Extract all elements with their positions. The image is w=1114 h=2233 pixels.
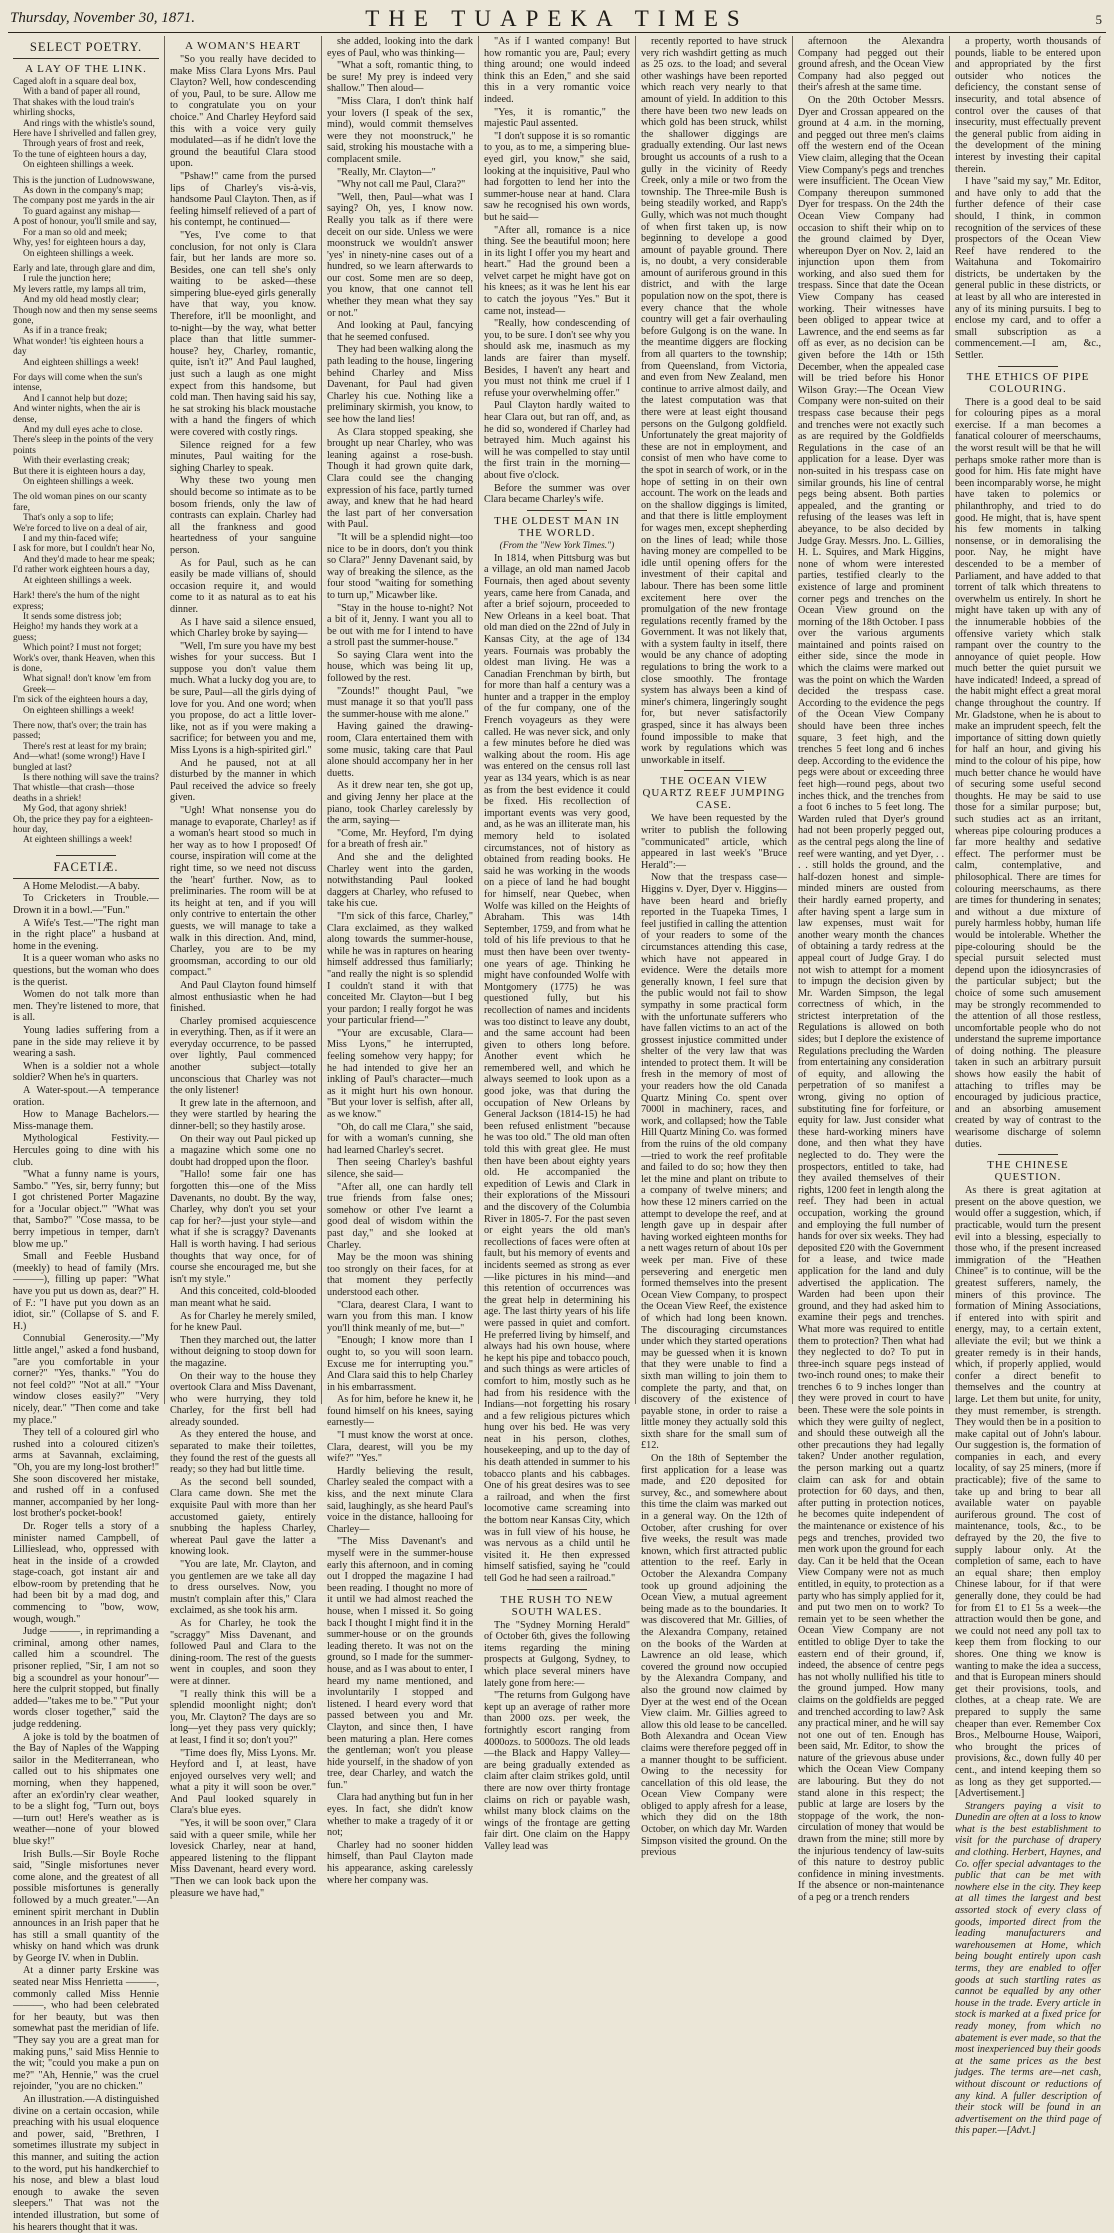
column-6 [792,36,949,1903]
paragraph: "What a funny name is yours, Sambo." "Yes, sir, berry funny; but I got christened Porter Magazine for a 'Jocular object.'" "What was that, Sambo?" "Cose massa, to be berry impetious in temper, darn't blow me up." [13,1169,159,1250]
poem-line: As if in a trance freak; [23,326,108,337]
poem-line: The company post me yards in the air [13,196,155,207]
paragraph: A Water-spout.—A temperance oration. [13,1084,159,1108]
paragraph: "Miss Clara, I don't think half your lovers (I speak of the sex, mind), would commit themselves were they not moonstruck," he said, stroking his moustache with a complacent smile. [327,95,473,165]
column-5 [635,36,792,1859]
issue-date: Thursday, November 30, 1871. [10,10,195,26]
paragraph: How to Manage Bachelors.—Miss-manage them. [13,1109,159,1132]
nsw-rush-title: THE RUSH TO NEW SOUTH WALES. [500,1593,614,1618]
section-heading: SELECT POETRY. [13,40,159,59]
story-title: A WOMAN'S HEART [185,40,301,52]
paragraph: "Time does fly, Miss Lyons. Mr. Heyford and I, at least, have enjoyed ourselves very well; and what a pity it will soon be over." And Paul looked squarely in Clara's blue eyes. [170,1747,316,1817]
paragraph: "Really, how condescending of you, to be sure. I don't see why you should ask me, inasmuch as my lands are fairer than myself. Besides, I haven't any heart and you must not think me cruel if I refuse your overwhelming offer." [484,318,630,399]
paragraph: "Really, Mr. Clayton—" [337,166,436,178]
poem-line: Though now and then my sense seems gone, [13,305,158,326]
paragraph: "Pshaw!" came from the pursed lips of Charley's vis-à-vis, handsome Paul Clayton. Then, as if feeling himself relieved of a part of his contempt, he continued— [170,170,316,229]
poem-line: And eighteen shillings a week! [23,357,140,368]
paragraph: In 1814, when Pittsburg was but a village, an old man named Jacob Fournais, then aged about seventy years, came here from Canada, and after a brief sojourn, proceeded to New Orleans in a keel boat. That old man died on the 22nd of July in Kansas City, at the age of 134 years. Fournais was probably the oldest man living. He was a Canadian Frenchman by birth, but for more than half a century was a hunter and a trapper in the employ of the fur company, one of the French voyageurs as they were called. He was never sick, and only a few minutes before he died was walking about the room. His age was entered on the census roll last year as 134 years, which is as near as from the best evidence it could be fixed. His recollection of important events was very good, and, as he was an illiterate man, his memory held to isolated circumstances, not of history as obtained from reading books. He said he was working in the woods on a piece of land he had bought for himself, near Quebec, when Wolfe was killed on the Heights of Abraham. This was 14th September, 1759, and from what he told of his life previous to that he must then have been over twenty-one years of age. Thinking he might have confounded Wolfe with Montgomery (1775) he was questioned fully, but his recollection of names and incidents was too distinct to leave any doubt, and the same account had been given to others long before. Another event which he remembered well, and which he always seemed to look upon as a good joke, was that during the occupation of New Orleans by General Jackson (1814-15) he had been refused enlistment "because he was too old." The old man often told this with great glee. He must then have been about eighty years old. He accompanied the expedition of Lewis and Clark in their explorations of the Missouri and the discovery of the Columbia River in 1805-7. For the past seven or eight years the old man's recollections of faces were often at fault, but his memory of events and incidents seemed as strong as ever—like pictures in his mind—and this retention of occurrences was the great help in determining his age. The last thirty years of his life were passed in quiet and comfort. He preferred living by himself, and always had his own house, where he kept his pipe and tobacco pouch, and such things as were articles of comfort to him, mostly such as he had from his residence with the Indians—not forgetting his rosary and a few religious pictures which hung over his bed. He was very neat in his person, clothes, housekeeping, and up to the day of his death attended in summer to his tobacco plants and his cabbages. One of his great desires was to see a railroad, and when the first locomotive came screaming into the bottom near Kansas City, which was in full view of his house, he was nervous as a child until he visited it. He then expressed himself satisfied, saying he "could tell God he had seen a railroad." [484,552,630,1584]
paragraph: "Oh, do call me Clara," she said, for with a woman's cunning, she had learned Charley's secret. [327,1121,473,1156]
paragraph: And Paul Clayton found himself almost enthusiastic when he had finished. [170,979,316,1015]
paragraph: "Yes, it is romantic," the majestic Paul assented. [484,106,630,130]
gulgong-continued [641,36,787,766]
paragraph: As they entered the house, and separated to make their toilettes, they found the rest of the guests all ready; so they had but little time. [170,1429,316,1476]
paragraph: As for Charley, he took the "scraggy" Miss Davenant, and followed Paul and Clara to the dining-room. The rest of the guests went in couples, and soon they were at dinner. [170,1617,316,1687]
pipe-colouring-title: THE ETHICS OF PIPE COLOURING. [966,370,1090,395]
paragraph: "After all, one can hardly tell true friends from false ones; somehow or other I've learnt a good deal of wisdom within the past day," and she looked at Charley. [327,1181,473,1251]
paragraph: "Stay in the house to-night? Not a bit of it, Jenny. I want you all to be out with me for I intend to have a stroll past the summer-house." [327,602,473,649]
oldest-man-source: (From the "New York Times.") [499,540,615,551]
poem-line: On eighteen shillings a week. [23,477,134,488]
paragraph: Having gained the drawing-room, Clara entertained them with some music, taking care that Paul alone should accompany her in her duetts. [327,721,473,779]
paragraph: On the 20th October Messrs. Dyer and Crossan appeared on the ground at 4 a.m. in the morning, and pegged out three men's claims off the western end of the Ocean View claim, alleging that the Ocean View Company's pegs and trenches were insufficient. The Ocean View Company thereupon summoned Dyer for trespass. On the 24th the Ocean View Company had occasion to shift their whip on to the ground claimed by Dyer, whereupon Dyer on Nov. 2, laid an injunction upon them from working, and also sued them for trespass. Since that date the Ocean View Company has ceased working. Their witnesses have been obliged to appear twice at Lawrence, and the end seems as far off as ever, as no decision can be given before the 14th or 15th December, when the appealed case will be tried before his Honor Wilson Gray:—The Ocean View Company were non-suited on their trespass case because their pegs and trenches were not exactly such as are required by the Goldfields Regulations in the case of an application for a lease. Dyer was non-suited in his trespass case on similar grounds, his line of central pegs being absent. Both parties appealed, and the granting or refusing of the leases was left in abeyance, to be also decided by Judge Gray. Messrs. Jno. L. Gillies, H. L. Squires, and Mark Higgins, none of whom were interested parties, testified clearly to the existence of large and prominent corner pegs and trenches on the Ocean View ground on the morning of the 18th October. I pass over the various arguments maintained and points raised on either side, since the mode in which the claims were marked out was the point on which the Warden decided the trespass case. According to the evidence the pegs of the Ocean View Company should have been three inches square, 3 feet high, and the trenches 5 feet long and 6 inches deep. According to the evidence the pegs were about or exceeding three feet high—round pegs, about two inches thick, and the trenches from a foot 6 inches to 5 feet long. The Warden ruled that Dyer's ground had not been properly pegged out, as the central pegs along the line of reef were wanting, and yet Dyer, . . . . still holds the ground, and the half-dozen honest and simple-minded miners are ousted from their hardly earned property, and after having spent a large sum in law expenses, must wait for another weary month the chances of obtaining a tardy redress at the appeal court of Judge Gray. I do not wish to attempt for a moment to impugn the decision given by Mr. Warden Simpson, the legal correctness of which, in the strictest interpretation of the Regulations is allowed on both sides; but I deplore the existence of Regulations precluding the Warden from entertaining any consideration of equity, and allowing the perpetration of so manifest a wrong, giving no option of substituting fine for forfeiture, or equity for law. Just consider what these hard-working miners have done, and then what they have neglected to do. They were the prospectors, entitled to take, had they availed themselves of their rights, 1200 feet in length along the reef. They had been in actual occupation, working the ground and employing the full number of hands for over six weeks. They had deposited £20 with the Government for a lease, and twice made application for the land and duly advertised the application. The Warden had been upon their ground, and they had asked him to examine their pegs and trenches. What more was required to entitle them to protection? Then what had they neglected to do? To put in three-inch square pegs instead of two-inch round ones; to make their trenches 6 to 9 inches longer than they were proved in court to have been. These were the sole points in which they were guilty of neglect, and should these outweigh all the other precautions they had legally taken? Under another regulation, the person marking out a quartz claim can ask for and obtain protection for 60 days, and then, after putting in protection notices, he becomes quite independent of the maintenance or existence of his pegs and trenches, provided two men work upon the ground for each day. Can it be held that the Ocean View Company were not as much entitled, in equity, to protection as a party who has simply applied for it, and put two men on to work? To remain yet to be seen whether the Ocean View Company are not entitled to oblige Dyer to take the eastern end of their ground, if, indeed, the absence of centre pegs has not wholly nullified his title to the ground jumped. How many claims on the goldfields are pegged and trenched according to law? Ask any practical miner, and he will say not one out of ten. Enough has been said, Mr. Editor, to show the nature of the grievous abuse under which the Ocean View Company are labouring. But they do not stand alone in this respect; the public at large are losers by the stoppage of the work, the non-circulation of money that would be drawn from the mine; still more by the injurious tendency of law-suits of this nature to destroy public confidence in mining investments. If the absence or non-maintenance of a peg or a trench renders [798,94,944,1903]
paragraph: May be the moon was shining too strongly on their faces, for at that moment they perfectly understood each other. [327,1252,473,1298]
nsw-rush-body [484,1620,630,1853]
poem-line: For a man so old and meek; [23,227,128,238]
paragraph: As for him, before he knew it, he found himself on his knees, saying earnestly— [327,1394,473,1429]
paragraph: As the second bell sounded, Clara came down. She met the exquisite Paul with more than her accustomed gaiety, entirely snubbing the hapless Charley, whereat Paul gave the latter a knowing look. [170,1476,316,1558]
paragraph: On their way out Paul picked up a magazine which some one no doubt had dropped upon the floor. [170,1133,316,1168]
paragraph: "I'm sick of this farce, Charley," Clara exclaimed, as they walked along towards the summer-house, while he was in raptures on hearing himself addressed thus familiarly; "and really the night is so splendid I couldn't stand it with that conceited Mr. Clayton—but I beg your pardon; I really forgot he was your particular friend—" [327,910,473,1027]
poem-line: Heigho! my hands they work at a guess; [13,622,138,643]
paragraph: The "Sydney Morning Herald" of October 6th, gives the following items regarding the mining prospects at Gulgong, Sydney, to which place several miners have lately gone from here:— [484,1619,630,1689]
paragraph: "Hallo! some fair one has forgotten this—one of the Miss Davenants, no doubt. By the way, Charley, why don't you set your cap for her?—just your style—and what if she is scraggy? Davenants Hall is worth having. I had serious thoughts that way once, for of course she encouraged me, but she isn't my style." [170,1169,316,1285]
poem-line: With a band of paper all round, [23,87,141,98]
paragraph: "Zounds!" thought Paul, "we must manage it so that you'll pass the summer-house with me alone." [327,685,473,720]
oldest-man-body [484,553,630,1585]
poem-line: Why, yes! for eighteen hours a day, [13,238,146,249]
poem-line: It sends some distress job; [23,611,122,622]
facetiae-heading: FACETIÆ. [13,860,159,879]
paragraph: "Come, Mr. Heyford, I'm dying for a breath of fresh air." [327,827,473,851]
poem-line: For days will come when the sun's intense, [13,372,143,394]
poem-line: I rule the junction here; [23,274,111,285]
divider [684,770,744,771]
chinese-question-title: THE CHINESE QUESTION. [987,1159,1069,1184]
poem-line: On eighteen shillings a week! [23,705,135,716]
poem-line: I'd rather work eighteen hours a day, [13,565,150,576]
poem-line: At eighteen shillings a week! [23,835,133,846]
divider [56,855,116,856]
poem-line: I'm sick of the eighteen hours a day, [13,695,148,706]
divider [527,510,587,511]
poem-line: At eighteen shillings a week. [23,575,132,586]
paragraph: "Well, then, Paul—what was I saying? Oh, yes, I know now. Really you talk as if there were deceit on our side. Unless we were moonstruck we wouldn't answer 'yes' in ninety-nine cases out of a hundred, so we learn afterwards to our cost. Some men are so deep, you know, that one cannot tell whether they mean what they say or not." [327,191,473,319]
story-ending [484,36,630,506]
paragraph: An illustration.—A distinguished divine on a certain occasion, while preaching with his usual eloquence and power, said, "Brethren, I sometimes illustrate my subject in this manner, and suiting the action to the word, put his handkerchief to his nose, and blew a blast loud enough to awake the seven sleepers." That was not the intended illustration, but some of his hearers thought that it was. [13,2094,159,2233]
column-1 [8,36,164,2233]
paragraph: A joke is told by the boatmen of the Bay of Naples of the Wapping sailor in the Mediterranean, who called out to his shipmates one morning, when they happened, after an ex'ordin'ry clear weather, to be a slight fog, "Turn out, boys—turn out! Here's weather as is weather—none of your blowed blue sky!" [13,1731,159,1847]
paragraph: "Yes, I've come to that conclusion, for not only is Clara fair, but her lands are more so. Besides, one can tell she's only waiting to be asked—these simpering blue-eyed girls generally have that way, you know. Therefore, it'll be moonlight, and to-night—by the way, what better place than that little summer-house? hey, Charley, romantic, quite, isn't it?" And Paul laughed, just such a laugh as one might expect from this handsome, but cold man. Then having said his say, he sat stroking his black moustache with a hand the fingers of which were covered with costly rings. [170,229,316,438]
poem-line: My God, that agony shriek! [23,804,127,815]
ocean-view-ending [955,36,1101,362]
paragraph: Then they marched out, the latter without deigning to stoop down for the magazine. [170,1334,316,1369]
paragraph: As for Charley he merely smiled, for he knew Paul. [170,1310,316,1334]
poem-line: And my dull eyes ache to close. [23,425,143,435]
paragraph: "Yes, it will be soon over," Clara said with a queer smile, while her lovesick Charley, near at hand, appeared listening to the flippant Miss Davenant, heard every word. "Then we can look back upon the pleasure we have had," [170,1818,316,1899]
ocean-view-continued [798,36,944,1904]
paragraph: Then seeing Charley's bashful silence, she said— [327,1157,473,1180]
poem-line: And I cannot help but doze; [23,393,128,404]
paragraph: "Well, I'm sure you have my best wishes for your success. But I suppose you don't value them much. What a lucky dog you are, to be sure, Paul—all the girls dying of love for you. And one word; when you propose, do act a little lover-like, not as if you were making a sacrifice; for between you and me, Miss Lyons is a high-spirited girl." [170,640,316,757]
paragraph: a property, worth thousands of pounds, liable to be entered upon and appropriated by the first outsider who notices the deficiency, the constant sense of insecurity, and total absence of control over the causes of that insecurity, must effectually prevent the general public from aiding in the development of the mining interest by investing their capital therein. [955,36,1101,175]
paragraph: "The Miss Davenant's and myself were in the summer-house early this afternoon, and in coming out I dropped the magazine I had been reading. I thought no more of it until we had almost reached the house, when I missed it. So going back I thought I might find it in the summer-house or on the grounds leading thereto. It was not on the ground, so I made for the summer-house, and as I was about to enter, I heard my name mentioned, and involuntarily I stopped and listened. I heard every word that passed between you and Mr. Clayton, and since then, I have been maturing a plan. Here comes the gentleman; won't you please hide yourself, in the shadow of yon tree, dear Charley, and watch the fun." [327,1536,473,1791]
poem-line: What wonder! 'tis eighteen hours a day [13,336,144,358]
paragraph: So saying Clara went into the house, which was being lit up, followed by the rest. [327,649,473,685]
paragraph: And she and the delighted Charley went into the garden, notwithstanding Paul looked daggers at Charley, who refused to take his cue. [327,851,473,910]
story-continued [327,36,473,1886]
paragraph: I have "said my say," Mr. Editor, and have only to add that the further defence of their case should, I think, in common recognition of the services of these prospectors of the Ocean View Reef have rendered to the Waitahuna and Tokomairiro districts, be undertaken by the general public in these districts, or at least by all who are interested in any of its mining pursuits. I beg to enclose my card, and to offer a small subscription as a commencement.—I am, &c., Settler. [955,176,1101,362]
paragraph: Connubial Generosity.—"My little angel," asked a fond husband, "are you comfortable in your corner?" "Yes, thanks." "You do not feel cold?" "Not at all." "Your window closes easily?" "Very nicely, dear." "Then come and take my place." [13,1333,159,1426]
paragraph: Before the summer was over Clara became Charley's wife. [484,482,630,506]
poem-line: We're forced to live on a deal of air, [13,523,148,534]
poem-line: There's rest at least for my brain; [23,741,147,752]
poem-line: I ask for more, but I couldn't hear No, [13,544,155,555]
paragraph: Women do not talk more than men. They're listened to more, that is all. [13,989,159,1024]
paragraph: At a dinner party Erskine was seated near Miss Henrietta ———, commonly called Miss Hennie ———, who had been celebrated for her beauty, but was then somewhat past the meridian of life. "They say you are a great man for making puns," said Miss Hennie to the wit; "could you make a pun on me?" "Ah, Hennie," was the cruel rejoinder, "you are no chicken." [13,1965,159,2093]
poem-line: There now, that's over; the train has passed; [13,720,147,742]
paragraph: Irish Bulls.—Sir Boyle Roche said, "Single misfortunes never come alone, and the greatest of all possible misfortunes is generally followed by a much greater."—An eminent spirit merchant in Dublin announces in an Irish paper that he has still a small quantity of the whisky on hand which was drunk by George IV. when in Dublin. [13,1848,159,1964]
poem-line: That whistle—that crash—those deaths in a shriek! [13,783,135,804]
paragraph: Paul Clayton hardly waited to hear Clara out, but ran off, and, as he did so, wondered if Charley had betrayed him. Much against his will he was compelled to stay until the first train in the morning—about five o'clock. [484,400,630,481]
paragraph: "I don't suppose it is so romantic to you, as to me, a simpering blue-eyed girl, you know," she said, looking at the inquisitive, Paul who had forgotten to lend her into the summer-house near at hand. Clara saw he recognised his own words, but he said— [484,130,630,223]
poem-line: I and my thin-faced wife; [23,534,119,545]
poem-title: A LAY OF THE LINK. [25,63,147,75]
paragraph: Why these two young men should become so intimate as to be bosom friends, only the law of contrasts can explain. Charley had all the frankness and good heartedness of your sanguine person. [170,475,316,556]
paragraph: "It will be a splendid night—too nice to be in doors, don't you think so Clara?" Jenny Davenant said, by way of breaking the silence, as the four stood "waiting for something to turn up," Micawber like. [327,531,473,601]
oldest-man-title: THE OLDEST MAN IN THE WORLD. [494,514,620,539]
poem-line: A post of honour, you'll smile and say, [13,217,157,228]
paragraph: Charley promised acquiescence in everything. Then, as if it were an everyday occurrence, to be passed over lightly, Paul commenced another subject—totally unconscious that Charley was not the only listener! [170,1015,316,1097]
poem-line: Caged aloft in a square deal box, [13,77,137,87]
poem-line: Hark! there's the hum of the night express; [13,591,140,612]
paragraph: Hardly believing the result, Charley sealed the compact with a kiss, and the next minute Clara said, laughingly, as she heard Paul's voice in the distance, hallooing for Charley— [327,1465,473,1535]
facetiae-body [13,881,159,2233]
column-2 [164,36,321,1899]
poem-line: And—what! (some wrong!) Have I bungled at last? [13,752,146,773]
poem-line: That shakes with the loud train's whirling shocks, [13,97,135,119]
poem-line: There's sleep in the points of the very points [13,435,154,456]
paragraph: As there is great agitation at present on the above question, we would offer a suggestion, which, if practicable, would turn the present evil into a blessing, especially to those who, if the present increased immigration of the "Heathen Chinee" is to continue, will be the greatest sufferers, namely, the miners of this province. The formation of Mining Associations, if entered into with spirit and energy, may, to a certain extent, alleviate the evil; but we think a greater remedy is in their hands, which, if properly applied, would confer a direct benefit to themselves and the country at large. Let them but unite, for unity, they must remember, is strength. They would then be in a position to make capital out of John's labour. Our suggestion is, the formation of companies in each, and every locality, of say 25 miners, (more if practicable); five of the same to take up and bring to bear all available water on payable auriferous ground. The cost of maintenance, tools, &c., to be defrayed by the 20, the five to supply labour only. At the completion of same, each to have an equal share; then employ Chinese labour, for if that were generally done, they could be had for from £1 to £1 5s a week—the attraction would then be gone, and we could not need any poll tax to keep them from flocking to our shores. One thing we know is wanting to make the idea a success, and that is European miners should get their provisions, tools, and clothes, at a cheap rate. We are prepared to supply the same cheaper than ever. Remember Cox Bros., Melbourne House, Waipori, who brought the prices of provisions, &c., down fully 40 per cent., and intend keeping them so as long as they get supported.—[Advertisement.] [955,1185,1101,1800]
paragraph: And this conceited, cold-blooded man meant what he said. [170,1286,316,1309]
paragraph: And he paused, not at all disturbed by the manner in which Paul received the advice so freely given. [170,757,316,804]
poem-body [13,77,159,851]
column-7 [949,36,1106,2137]
paragraph: "Why not call me Paul, Clara?" [337,179,466,191]
paragraph: "Your are excusable, Clara—Miss Lyons," he interrupted, feeling somehow very happy; for he had intended to give her an inkling of Paul's character—much as it might hurt his own honour. "But your lover is selfish, after all, as we know." [327,1027,473,1121]
newspaper-title: THE TUAPEKA TIMES [365,6,749,31]
paragraph: Strangers paying a visit to Dunedin are often at a loss to know what is the best establishment to visit for the purchase of drapery and clothing. Herbert, Haynes, and Co. offer special advantages to the public that can be met with nowhere else in the city. They keep at all times the largest and best assorted stock of every class of goods, imported direct from the leading manufacturers and warehousemen at Home, which being bought entirely upon cash terms, they are enabled to offer goods at such startling rates as cannot be equalled by any other house in the trade. Every article in stock is marked at a fixed price for ready money, from which no abatement is ever made, so that the most inexperienced buy their goods at the same prices as the best judges. The terms are—net cash, without discount or reductions of any kind. A fuller description of their stock will be found in an advertisement on the third page of this paper.—[Advt.] [955,1800,1101,2137]
poem-line: Early and late, through glare and dim, [13,263,156,274]
paragraph: As for Paul, such as he can easily be made villians of, should occasion require it, and would come to it as natural as to eat his dinner. [170,557,316,615]
paragraph: recently reported to have struck very rich washdirt getting as much as 25 ozs. to the load; and several other washings have been reported which reach very nearly to that amount of yield. In addition to this there have been two new leads on which gold has been struck, whilst the shallower diggings are gradually extending. Our last news brought us accounts of a rush to a gully in the vicinity of Reedy Creek, only a mile or two from the township. The Three-mile Bush is being steadily worked, and Rapp's Gully, which was not much thought of when first taken up, is now beginning to develope a good amount of payable ground. There is, no doubt, a very considerable amount of auriferous ground in this district, and with the large population now on the spot, there is every chance that the whole country will get a fair overhauling before Gulgong is on the wane. In the meantime diggers are flocking from all quarters to the township; from Queensland, from Victoria, and even from New Zealand, men continue to arrive almost daily, and the latest computation was that there were at least eight thousand persons on the Gulgong goldfield. Unfortunately the great majority of these are not in employment, and consist of men who have come to the spot in search of work, or in the hope of setting in on their own account. The work on the leads and on the shallow diggings is limited, and that there is little employment for wages men, except shepherding on the lines of lead; while those having money are compelled to be idle until opening offers for the investment of their capital and labour. There has been some little excitement here over the promulgation of the new frontage regulations recently framed by the Government. It was not likely that, with a system faulty in itself, there would be any chance of adopting regulations to bring the work to a close smoothly. The frontage system has always been a kind of miner's chimera, lingeringly sought for, but never satisfactorily grasped, since it has always been found impossible to make that work by regulations which was unworkable in itself. [641,36,787,766]
ocean-view-title: THE OCEAN VIEW QUARTZ REEF JUMPING CASE. [642,775,786,812]
poem-line: And rings with the whistle's sound, [23,118,155,129]
paragraph: "Enough; I know more than I ought to, so you will soon learn. Excuse me for interrupting you." And Clara said this to help Charley in his embarrassment. [327,1335,473,1393]
paragraph: Mythological Festivity.—Hercules going to dine with his club. [13,1133,159,1168]
paragraph: As I have said a silence ensued, which Charley broke by saying— [170,616,316,640]
poem-line: My levers rattle, my lamps all trim, [13,284,146,295]
paragraph: "As if I wanted company! But how romantic you are, Paul; every thing around; one would indeed think this an Eden," and she said this in a very romantic voice indeed. [484,36,630,105]
poem-line: Here have I shrivelled and fallen grey, [13,129,157,140]
masthead [8,6,1106,33]
paragraph: "So you really have decided to make Miss Clara Lyons Mrs. Paul Clayton? Well, how condescending of you, Paul, to be sure. Allow me to congratulate you on your choice." And Charley Heyford said this with a voice very guily modulated—as if he didn't love the ground the beautiful Clara stood upon. [170,54,316,170]
paragraph: Small and Feeble Husband (meekly) to head of family (Mrs. ———), filling up paper: "What have you put us down as, dear?" H. of F.: "I have put you down as an idiot, sir." (Collapse of S. and F. H.) [13,1251,159,1332]
divider [998,366,1058,367]
paragraph: And looking at Paul, fancying that he seemed confused. [327,320,473,343]
paragraph: Judge ———, in reprimanding a criminal, among other names, called him a scoundrel. The prisoner replied, "Sir, I am not so big a scoundrel as your honour"—here the culprit stopped, but finally added—"takes me to be." "Put your words closer together," said the judge reddening. [13,1626,159,1730]
poem-line: As down in the company's map; [23,186,144,197]
poem-line: But there it is eighteen hours a day, [13,466,146,477]
poem-line: What signal! don't know 'em from Greek— [23,674,152,695]
paragraph: Now that the trespass case—Higgins v. Dyer, Dyer v. Higgins—have been heard and briefly reported in the Tuapeka Times, I feel justified in calling the attention of your readers to some of the circumstances attending this case, which have not appeared in evidence. Were the details more generally known, I feel sure that the public would not fail to show sympathy in some practical form with the unfortunate sufferers who have fallen victims to an act of the grossest injustice committed under shelter of the very law that was intended to protect them. It will be fresh in the memory of most of your readers how the old Canada Quartz Mining Co. spent over 7000l in machinery, races, and work, and collapsed; how the Table Hill Quartz Mining Co. was formed from the ruins of the old company—tried to work the reef profitable and failed to do so; how they then let the mine and plant on tribute to a company of twelve miners; and how these 12 miners carried on the attempt to develope the reef, and at length gave up in despair after having worked eighteen months for a nett wages return of about 10s per week per man. Five of these persevering and energetic men formed themselves into the present Ocean View Company, to prospect the Ocean View Reef, the existence of which had long been known. The discouraging circumstances under which they started operations may be guessed when it is known that they were unable to find a sixth man willing to join them to complete the party, and that, on discovery of the existence of payable stone, in order to raise a little money they actually sold this sixth share for the small sum of £12. [641,872,787,1452]
poem-line: This is the junction of Ludnowswane, [13,175,155,186]
poem-line: And my old head mostly clear; [23,295,139,306]
paragraph: "I really think this will be a splendid moonlight night; don't you, Mr. Clayton? The days are so long—yet they pass very quickly; at least, I find it so; don't you?" [170,1688,316,1746]
poem-line: With their everlasting creak; [23,456,130,467]
paragraph: On their way to the house they overtook Clara and Miss Davenant, who were hurrying, they told Charley, for the first bell had already sounded. [170,1370,316,1428]
paragraph: Silence reigned for a few minutes, Paul waiting for the sighing Charley to speak. [170,439,316,474]
poem-line: On eighteen shillings a week. [23,160,134,171]
divider [527,1589,587,1590]
paragraph: They had been walking along the path leading to the house, lingering behind Charley and Miss Davenant, for Paul had given Charley his cue. Nothing like a preliminary skirmish, you know, to see how the land lies! [327,344,473,425]
poem-line: And they'd made to hear me speak; [23,554,155,565]
poem-line: Oh, the price they pay for a eighteen-hour day, [13,814,154,836]
paragraph: A Wife's Test.—"The right man in the right place" a husband at home in the evening. [13,917,159,952]
column-4 [478,36,635,1852]
paragraph: "Clara, dearest Clara, I want to warn you from this man. I know you'll think meanly of me, but—" [327,1299,473,1334]
paragraph: "After all, romance is a nice thing. See the beautiful moon; here in its light I offer you my heart and heart." Had the ground been a velvet carpet he might have got on his knees; as it was he lent his ear to catch the joyous "Yes." But it came not, instead— [484,224,630,317]
paragraph: There is a good deal to be said for colouring pipes as a moral exercise. If a man becomes a fanatical colourer of meerschaums, the worst result will be that he will perhaps smoke rather more than is good for him. His fate might have been incomparably worse, he might have taken to polemics or philanthrophy, and tried to do good. He might, that is, have spent his few moments in talking nonsense, or in demoralising the poor. Nay, he might have descended to be a member of Parliament, and have added to that torrent of talk which threatens to overwhelm us entirely. In short he might have taken up with any of the innumerable hobbies of the offensive variety which stalk rampant over the country to the annoyance of quiet people. How much better the quiet pursuit we have indicated! Indeed, a spread of the habit might effect a great moral change throughout the country. If Mr. Gladstone, when he is about to make an imprudent speech, felt the importance of sitting down quietly for half an hour, and giving his mind to the colour of his pipe, how much better chance he would have of securing some useful second thoughts. He may be said to use those for a similar purpose; but, such studies act as an irritant, whereas pipe colouring produces a far more healthy and sedative effect. The performer must be calm, contemplative, and philosophical. There are times for colouring meerschaums, as there are times for thundering in senates; and without a due mixture of purely harmless hobby, human life would be intolerable. Whether the pipe-colouring should be the special pursuit selected must depend upon the idiosyncrasies of the particular subject; but the choice of some such amusement may be strongly recommended to the attention of all those restless, uncomfortable people who do not understand the supreme importance of doing nothing. The pleasure taken in such an arbitrary pursuit shows how easily the habit of attaching to trifles may be encouraged by judicious practice, and an absorbing amusement created by way of contrast to the wearisome discharge of solemn duties. [955,396,1101,1150]
column-3 [321,36,478,1886]
poem-line: That's only a sop to life; [23,513,114,524]
paragraph: Clara had anything but fun in her eyes. In fact, she didn't know whether to make a tragedy of it or not; [327,1792,473,1839]
paragraph: A Home Melodist.—A baby. [23,880,140,892]
chinese-question-body [955,1185,1101,2137]
paragraph: Young ladies suffering from a pane in the side may relieve it by wearing a sash. [13,1024,159,1060]
story-body [170,54,316,1899]
paragraph: On the 18th of September the first application for a lease was made, and £20 deposited for survey, &c., and somewhere about this time the claim was marked out in a general way. On the 12th of October, after crushing for over five weeks, the result was made known, which first attracted public attention to the reef. Early in October the Alexandra Company took up ground adjoining the Ocean View, a mutual agreement being made as to the boundaries. It was discovered that Mr. Gillies, of the Alexandra Company, retained on the books of the Warden at Lawrence an old lease, which covered the ground now occupied by the Alexandra Company, and also the ground now claimed by Dyer at the west end of the Ocean View claim. Mr. Gillies agreed to allow this old lease to be cancelled. Both Alexandra and Ocean View claims were therefore pegged off in a manner thought to be sufficient. Owing to the necessity for cancellation of this old lease, the Ocean View Company were obliged to apply afresh for a lease, which they did on the 18th October, on which day Mr. Warden Simpson visited the ground. On the previous [641,1453,787,1859]
poem-line: Which point? I must not forget; [23,643,142,654]
poem-line: To guard against any mishap— [23,206,141,217]
poem-line: Is there nothing will save the trains? [23,773,159,783]
divider [998,1154,1058,1155]
ocean-view-body [641,813,787,1858]
paragraph: she added, looking into the dark eyes of Paul, who was thinking— [327,36,473,59]
page-number: 5 [1095,12,1102,27]
paragraph: Charley had no sooner hidden himself, than Paul Clayton made his appearance, asking carelessly where her company was. [327,1839,473,1886]
poem-line: And winter nights, when the air is dense, [13,404,141,425]
paragraph: afternoon the Alexandra Company had pegged out their ground afresh, and the Ocean View Company had also pegged out their's afresh at the same time. [798,36,944,94]
paragraph: As Clara stopped speaking, she brought up near Charley, who was leaning against a rose-bush. Though it had grown quite dark, Clara could see the changing expression of his face, partly turned away, and knew that he had heard the last part of her conversation with Paul. [327,426,473,531]
paragraph: "Ugh! What nonsense you do manage to evaporate, Charley! as if a woman's heart stood so much in her way as to how I proposed! Of course, inspiration will come at the right time, so we need not discuss the 'heart' further. Now, as to preliminaries. The room will be at its height at ten, and if you will only contrive to entertain the other guests, we will manage to take a walk in this direction. And, mind, Charley, you are to be my groomsman, according to our old compact." [170,805,316,979]
paragraph: "You are late, Mr. Clayton, and you gentlemen are we take all day to dress ourselves. Now, you mustn't complain after this," Clara exclaimed, as she took his arm. [170,1559,316,1617]
poem-line: Work's over, thank Heaven, when this is done, [13,653,155,674]
paragraph: To Cricketers in Trouble.—Drown it in a bowl.—"Fun." [13,893,159,917]
paragraph: Dr. Roger tells a story of a minister named Campbell, of Lillieslead, who, oppressed with heat in the inside of a crowded stage-coach, got instant air and elbow-room by pretending that he had been bit by a mad dog, and commencing to "bow, wow, wough, wough." [13,1520,159,1625]
poem-line: The old woman pines on our scanty fare, [13,492,147,513]
paragraph: It grew late in the afternoon, and they were startled by hearing the dinner-bell; so they hastily arose. [170,1097,316,1133]
columns [8,36,1106,2233]
paragraph: As it drew near ten, she got up, and giving Jenny her place at the piano, took Charley carelessly by the arm, saying— [327,780,473,827]
pipe-colouring-body [955,397,1101,1151]
paragraph: When is a soldier not a whole soldier? When he's in quarters. [13,1060,159,1084]
poem-line: On eighteen shillings a week. [23,248,134,259]
paragraph: It is a queer woman who asks no questions, but the woman who does is the querist. [13,953,159,988]
paragraph: We have been requested by the writer to publish the following "communicated" article, which appeared in last week's "Bruce Herald":— [641,813,787,871]
paragraph: They tell of a coloured girl who rushed into a coloured citizen's arms at Savannah, exclaiming, "Oh, you are my long-lost brother!" She soon discovered her mistake, and rushed off in a confused manner, accompanied by her long-lost brother's pocket-book! [13,1427,159,1520]
poem-line: To the tune of eighteen hours a day, [13,149,147,160]
poem-line: Through years of frost and reek, [23,139,144,150]
paragraph: "What a soft, romantic thing, to be sure! My prey is indeed very shallow." Then aloud— [327,60,473,95]
paragraph: "I must know the worst at once. Clara, dearest, will you be my wife?" "Yes." [327,1430,473,1465]
paragraph: "The returns from Gulgong have kept up an average of rather more than 2000 ozs. per week, the fortnightly escort ranging from 4000ozs. to 5000ozs. The old leads—the Black and Happy Valley—are being gradually extended as claim after claim strikes gold, until there are now over thirty frontage claims on rich or payable wash, whilst many block claims on the wings of the frontage are getting fair dirt. One claim on the Happy Valley lead was [484,1690,630,1852]
